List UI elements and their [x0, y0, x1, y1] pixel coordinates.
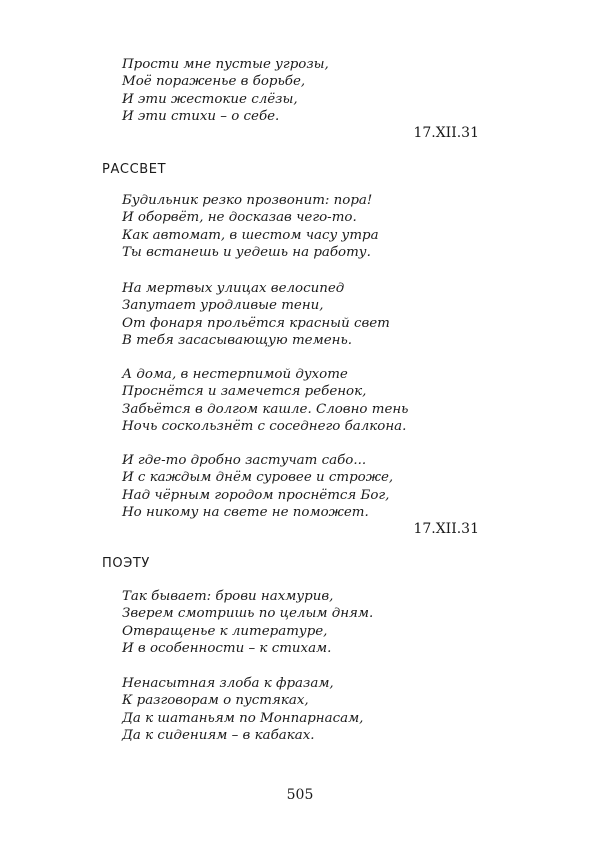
poem3-stanza-2 — [122, 675, 363, 744]
verse-line: Прости мне пустые угрозы, — [122, 57, 329, 72]
verse-line: Зверем смотришь по целым дням. — [122, 606, 374, 622]
verse-line: Да к сидениям – в кабаках. — [122, 727, 315, 743]
verse-line: Ночь соскользнёт с соседнего балкона. — [122, 418, 407, 434]
poem3-title: ПОЭТУ — [102, 556, 150, 571]
poem2-date: 17.XII.31 — [413, 521, 479, 537]
poem2-stanza-4 — [122, 452, 393, 521]
verse-line: Запутает уродливые тени, — [122, 298, 324, 314]
verse-line: Да к шатаньям по Монпарнасам, — [122, 710, 364, 726]
verse-line: Моё пораженье в борьбе, — [122, 74, 306, 90]
verse-line: Но никому на свете не поможет. — [122, 504, 369, 520]
poem1-stanza-1 — [122, 56, 329, 125]
verse-line: Будильник резко прозвонит: пора! — [122, 193, 373, 208]
poem1-date: 17.XII.31 — [413, 125, 479, 141]
verse-line: Как автомат, в шестом часу утра — [122, 227, 379, 243]
poem2-stanza-2 — [122, 280, 390, 349]
verse-line: Забьётся в долгом кашле. Словно тень — [122, 401, 409, 417]
verse-line: А дома, в нестерпимой духоте — [122, 367, 348, 382]
verse-line: Отвращенье к литературе, — [122, 623, 328, 639]
verse-line: И эти жестокие слёзы, — [122, 91, 298, 107]
poem2-title: РАССВЕТ — [102, 162, 167, 177]
page-number: 505 — [286, 787, 314, 803]
verse-line: В тебя засасывающую темень. — [122, 332, 352, 348]
verse-line: Над чёрным городом проснётся Бог, — [122, 487, 390, 503]
verse-line: От фонаря прольётся красный свет — [122, 315, 390, 331]
verse-line: И в особенности – к стихам. — [122, 640, 332, 656]
poem2-stanza-3 — [122, 366, 408, 435]
verse-line: Так бывает: брови нахмурив, — [122, 589, 334, 604]
verse-line: К разговорам о пустяках, — [122, 693, 309, 709]
poem3-stanza-1 — [122, 588, 373, 657]
verse-line: И оборвёт, не досказав чего-то. — [122, 210, 357, 226]
verse-line: Проснётся и замечется ребенок, — [122, 384, 367, 400]
verse-line: На мертвых улицах велосипед — [122, 281, 345, 296]
verse-line: И где-то дробно застучат сабо... — [122, 453, 367, 468]
verse-line: И эти стихи – о себе. — [122, 108, 280, 124]
verse-line: И с каждым днём суровее и строже, — [122, 470, 394, 486]
verse-line: Ты встанешь и уедешь на работу. — [122, 244, 371, 260]
poem2-stanza-1 — [122, 192, 379, 261]
verse-line: Ненасытная злоба к фразам, — [122, 676, 334, 691]
